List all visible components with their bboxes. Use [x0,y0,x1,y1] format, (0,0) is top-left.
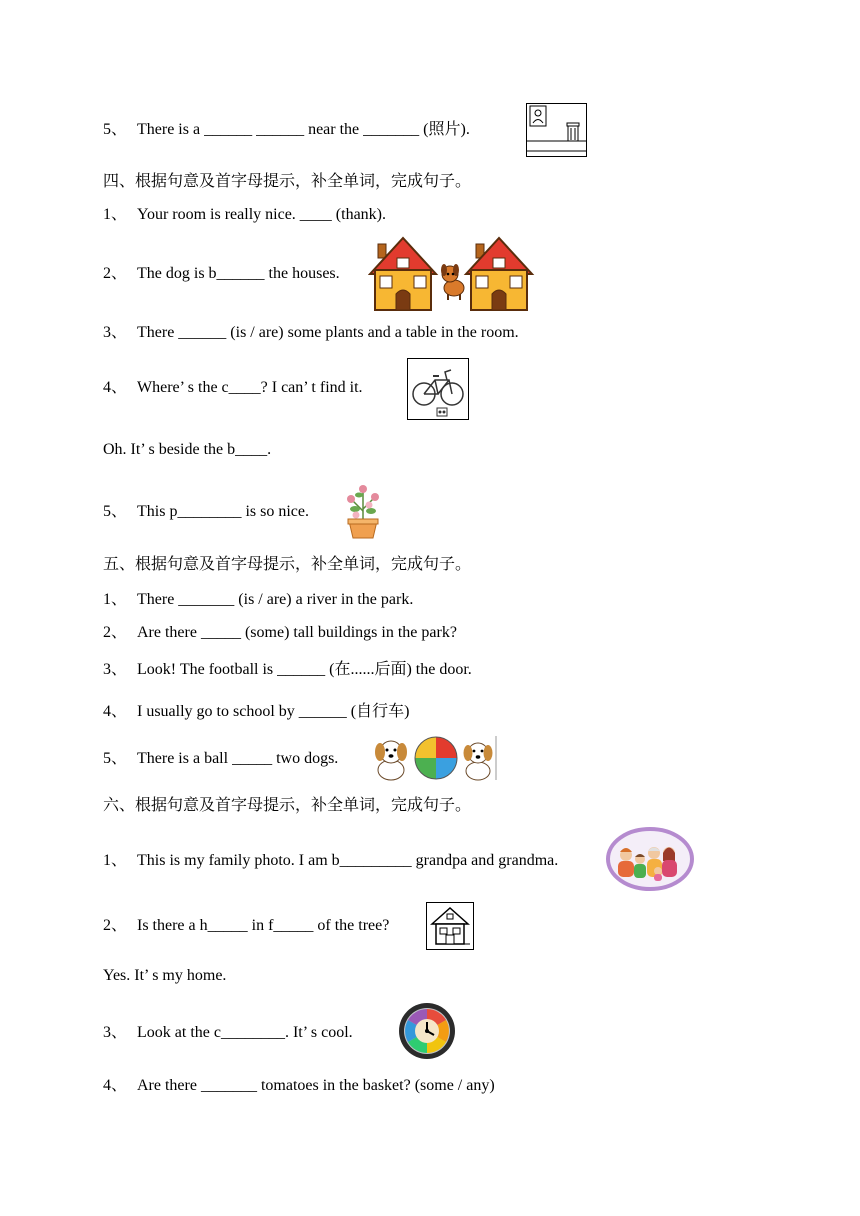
question-number: 2、 [103,917,128,934]
s6-q2-answer: Yes. It’ s my home. [103,967,227,984]
question-text: There _______ (is / are) a river in the park. [137,591,414,608]
s6-q3 [103,1023,353,1043]
question-number: 3、 [103,324,128,341]
question-number: 4、 [103,379,128,396]
family-photo-picture [606,827,694,891]
question-number: 3、 [103,1024,128,1041]
question-number: 3、 [103,661,128,678]
s5-q3 [103,660,472,680]
question-text: Are there _____ (some) tall buildings in the park? [137,624,457,641]
question-text: There ______ (is / are) some plants and a table in the room. [137,324,519,341]
photo-trash-picture [526,103,587,157]
question-number: 2、 [103,265,128,282]
question-number: 1、 [103,852,128,869]
question-text: This p________ is so nice. [137,503,309,520]
question-number: 2、 [103,624,128,641]
s3-q5 [103,120,470,140]
question-number: 5、 [103,750,128,767]
s6-q4 [103,1076,495,1096]
s4-q2 [103,264,340,284]
question-number: 4、 [103,703,128,720]
houses-dog-picture [368,236,536,312]
s5-q2 [103,623,457,643]
bicycle-picture [407,358,469,420]
question-text: Your room is really nice. ____ (thank). [137,206,386,223]
s6-q1 [103,851,558,871]
s4-q4-answer: Oh. It’ s beside the b____. [103,441,272,458]
s6-q2 [103,916,389,936]
s4-q3 [103,323,519,343]
question-text: Look at the c________. It’ s cool. [137,1024,353,1041]
question-text: Look! The football is ______ (在......后面) the door. [137,661,472,678]
question-text: The dog is b______ the houses. [137,265,340,282]
s4-q5 [103,502,309,522]
question-text: I usually go to school by ______ (自行车) [137,703,410,720]
question-number: 5、 [103,503,128,520]
potted-plant-picture [341,481,385,539]
s4-q4 [103,378,363,398]
s6-heading: 六、根据句意及首字母提示，补全单词，完成句子。 [103,797,472,814]
s5-q4 [103,702,409,722]
house-picture [426,902,474,950]
question-number: 4、 [103,1077,128,1094]
s5-heading: 五、根据句意及首字母提示，补全单词，完成句子。 [103,556,472,573]
question-text: This is my family photo. I am b_________ grandpa and grandma. [137,852,559,869]
question-text: There is a ball _____ two dogs. [137,750,339,767]
s5-q1 [103,590,413,610]
dogs-ball-picture [370,734,497,782]
question-number: 5、 [103,121,128,138]
s5-q5 [103,749,338,769]
question-text: Are there _______ tomatoes in the basket? (some / any) [137,1077,495,1094]
question-text: There is a ______ ______ near the _______ (照片). [137,121,470,138]
question-text: Is there a h_____ in f_____ of the tree? [137,917,390,934]
clock-picture [398,1002,456,1060]
s4-q1 [103,205,386,225]
question-number: 1、 [103,206,128,223]
question-text: Where’ s the c____? I can’ t find it. [137,379,363,396]
question-number: 1、 [103,591,128,608]
s4-heading: 四、根据句意及首字母提示，补全单词，完成句子。 [103,173,472,190]
